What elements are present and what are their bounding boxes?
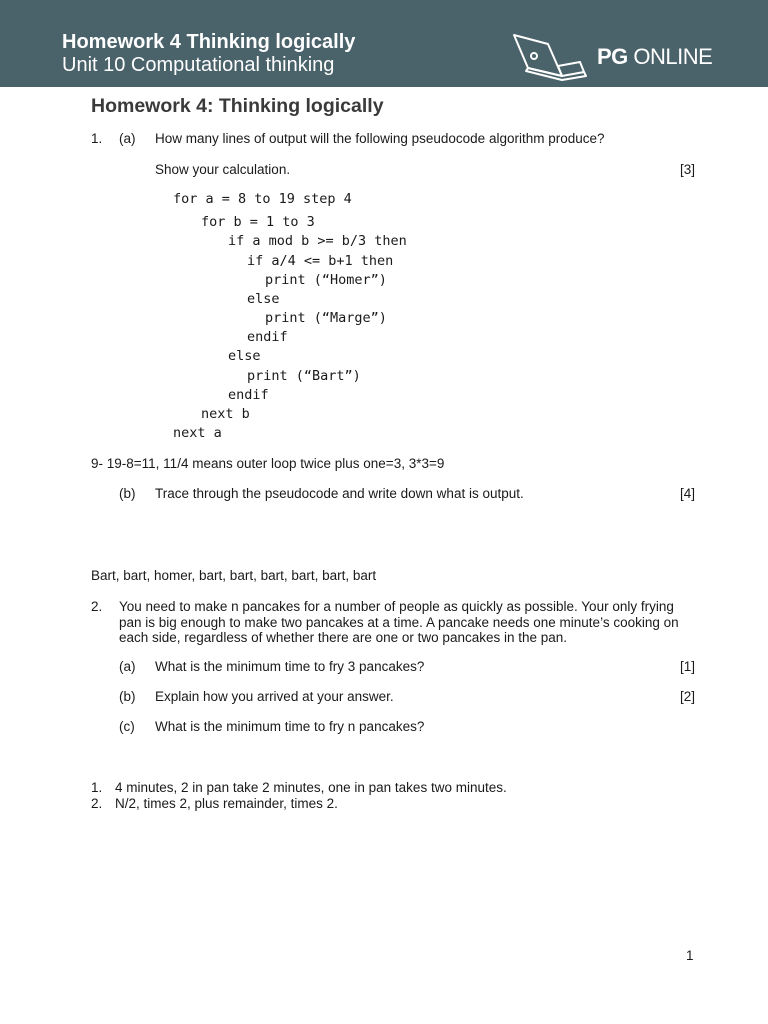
code-line: print (“Marge”) bbox=[265, 310, 387, 326]
laptop-logo-icon bbox=[510, 32, 588, 82]
q2c-text: What is the minimum time to fry n pancakes? bbox=[155, 719, 425, 734]
code-line: for a = 8 to 19 step 4 bbox=[173, 191, 352, 207]
q2b-marks: [2] bbox=[679, 689, 695, 704]
q1b-marks: [4] bbox=[679, 486, 695, 501]
q2a-text: What is the minimum time to fry 3 pancakes? bbox=[155, 659, 425, 674]
q1a-label: (a) bbox=[119, 131, 136, 146]
q2c-label: (c) bbox=[119, 719, 135, 734]
header-subtitle: Unit 10 Computational thinking bbox=[62, 54, 335, 76]
q1b-answer: Bart, bart, homer, bart, bart, bart, bart, bart, bart bbox=[91, 568, 377, 583]
code-line: endif bbox=[247, 329, 288, 345]
code-line: else bbox=[228, 348, 261, 364]
page-heading: Homework 4: Thinking logically bbox=[91, 95, 384, 117]
code-line: if a mod b >= b/3 then bbox=[228, 233, 407, 249]
q2a-marks: [1] bbox=[679, 659, 695, 674]
page-number: 1 bbox=[686, 948, 694, 963]
brand-logo-text bbox=[597, 44, 712, 70]
brand-logo-bold: PG bbox=[597, 44, 628, 69]
code-line: print (“Bart”) bbox=[247, 368, 361, 384]
q2-number: 2. bbox=[91, 599, 103, 614]
q1b-label: (b) bbox=[119, 486, 136, 501]
q1b-text: Trace through the pseudocode and write down what is output. bbox=[155, 486, 524, 501]
q1a-subtext: Show your calculation. bbox=[155, 162, 291, 177]
q2b-label: (b) bbox=[119, 689, 136, 704]
q1-number: 1. bbox=[91, 131, 103, 146]
code-line: if a/4 <= b+1 then bbox=[247, 253, 394, 269]
brand-logo-rest: ONLINE bbox=[633, 44, 713, 69]
code-line: for b = 1 to 3 bbox=[201, 214, 315, 230]
code-line: next a bbox=[173, 425, 222, 441]
q2-text: You need to make n pancakes for a number of people as quickly as possible. Your only frying pan is big enough to make two pancakes at a time. A pancake needs one minute’s cooking on each side, regardless of whether there are one or two pancakes in the pan. bbox=[119, 599, 679, 645]
q2b-text: Explain how you arrived at your answer. bbox=[155, 689, 394, 704]
code-line: else bbox=[247, 291, 280, 307]
code-line: print (“Homer”) bbox=[265, 272, 387, 288]
q2-answer-text: 4 minutes, 2 in pan take 2 minutes, one in pan takes two minutes. bbox=[115, 780, 507, 795]
q2a-label: (a) bbox=[119, 659, 136, 674]
q1a-answer: 9- 19-8=11, 11/4 means outer loop twice plus one=3, 3*3=9 bbox=[91, 456, 445, 471]
q2-answer-text: N/2, times 2, plus remainder, times 2. bbox=[115, 796, 338, 811]
code-line: endif bbox=[228, 387, 269, 403]
q2-answer-number: 2. bbox=[91, 796, 103, 811]
header-title: Homework 4 Thinking logically bbox=[62, 31, 356, 53]
code-line: next b bbox=[201, 406, 250, 422]
q2-answer-number: 1. bbox=[91, 780, 103, 795]
page-header bbox=[0, 0, 768, 87]
q1a-text: How many lines of output will the following pseudocode algorithm produce? bbox=[155, 131, 605, 146]
q1a-marks: [3] bbox=[679, 162, 695, 177]
